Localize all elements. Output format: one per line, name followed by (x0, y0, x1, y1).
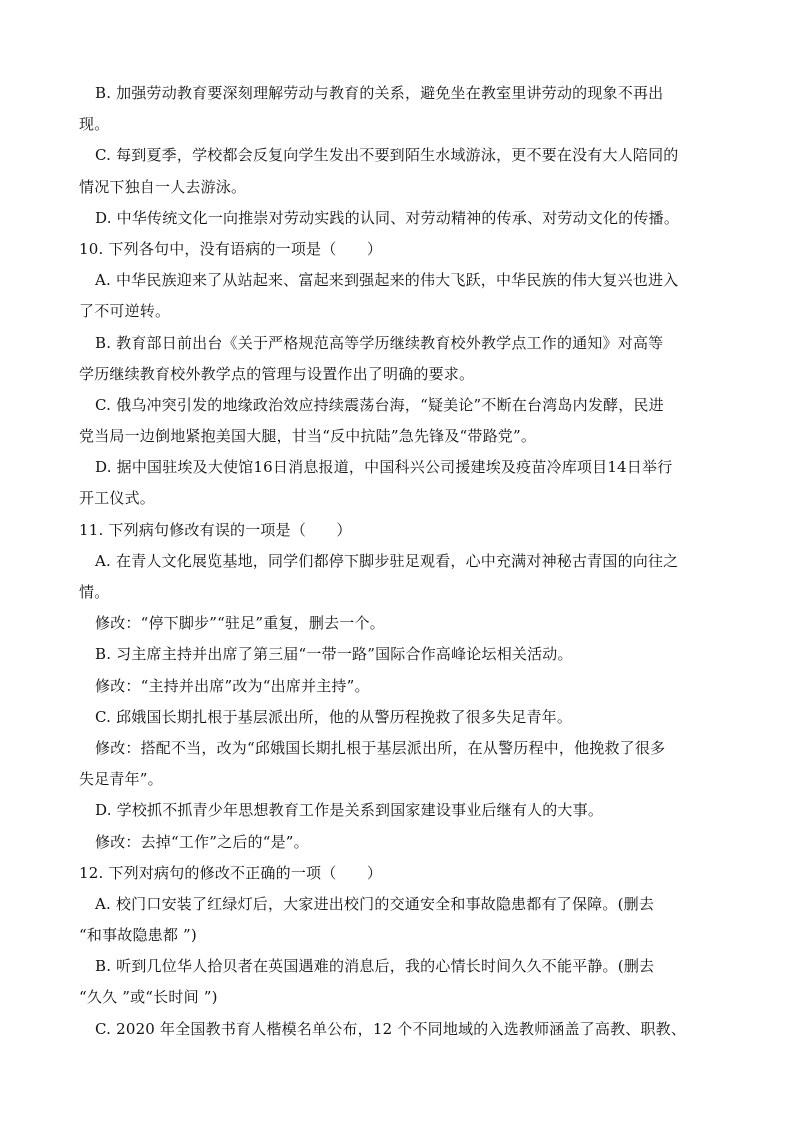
document-body (79, 78, 715, 1045)
text-line: C. 邱娥国长期扎根于基层派出所，他的从警历程挽救了很多失足青年。 (95, 707, 573, 726)
text-line: 修改：“主持并出席”改为“出席并主持”。 (95, 676, 370, 695)
text-line: 失足青年”。 (79, 770, 163, 789)
text-line: D. 据中国驻埃及大使馆16日消息报道，中国科兴公司援建埃及疫苗冷库项目14日举行 (95, 458, 673, 477)
text-line: “久久 ”或“长时间 ”) (79, 988, 218, 1007)
question-line: 10. 下列各句中，没有语病的一项是（ ） (79, 239, 383, 258)
text-line: B. 教育部日前出台《关于严格规范高等学历继续教育校外教学点工作的通知》对高等 (95, 333, 664, 352)
text-line: “和事故隐患都 ”) (79, 926, 197, 945)
text-line: C. 俄乌冲突引发的地缘政治效应持续震荡台海，“疑美论”不断在台湾岛内发酵，民进 (95, 395, 664, 414)
question-line: 12. 下列对病句的修改不正确的一项（ ） (79, 863, 383, 882)
text-line: 情。 (79, 583, 110, 601)
question-line: 11. 下列病句修改有误的一项是（ ） (79, 520, 352, 539)
text-line: B. 习主席主持并出席了第三届“一带一路”国际合作高峰论坛相关活动。 (95, 645, 573, 664)
text-line: A. 校门口安装了红绿灯后，大家进出校门的交通安全和事故隐患都有了保障。(删去 (95, 894, 655, 913)
text-line: A. 中华民族迎来了从站起来、富起来到强起来的伟大飞跃，中华民族的伟大复兴也进入 (95, 271, 679, 290)
text-line: 学历继续教育校外教学点的管理与设置作出了明确的要求。 (79, 364, 475, 383)
text-line: D. 中华传统文化一向推崇对劳动实践的认同、对劳动精神的传承、对劳动文化的传播。 (95, 208, 680, 227)
text-line: 了不可逆转。 (79, 302, 171, 321)
text-line: C. 2020 年全国教书育人楷模名单公布，12 个不同地域的入选教师涵盖了高教、职教、 (95, 1019, 687, 1038)
text-line: A. 在青人文化展览基地，同学们都停下脚步驻足观看，心中充满对神秘古青国的向往之 (95, 551, 679, 570)
text-line: B. 加强劳动教育要深刻理解劳动与教育的关系，避免坐在教室里讲劳动的现象不再出 (95, 84, 664, 102)
text-line: 情况下独自一人去游泳。 (79, 177, 247, 196)
text-line: 修改：去掉“工作”之后的“是”。 (95, 832, 309, 851)
text-line: 现。 (79, 115, 110, 134)
text-line: 修改：“停下脚步”“驻足”重复，删去一个。 (95, 614, 385, 633)
text-line: B. 听到几位华人拾贝者在英国遇难的消息后，我的心情长时间久久不能平静。(删去 (95, 957, 655, 976)
text-line: 修改：搭配不当，改为“邱娥国长期扎根于基层派出所，在从警历程中，他挽救了很多 (95, 738, 666, 757)
text-line: 开工仪式。 (79, 489, 156, 508)
text-line: C. 每到夏季，学校都会反复向学生发出不要到陌生水域游泳，更不要在没有大人陪同的 (95, 146, 679, 165)
text-line: 党当局一边倒地紧抱美国大腿，甘当“反中抗陆”急先锋及“带路党”。 (79, 427, 537, 446)
text-line: D. 学校抓不抓青少年思想教育工作是关系到国家建设事业后继有人的大事。 (95, 801, 604, 820)
